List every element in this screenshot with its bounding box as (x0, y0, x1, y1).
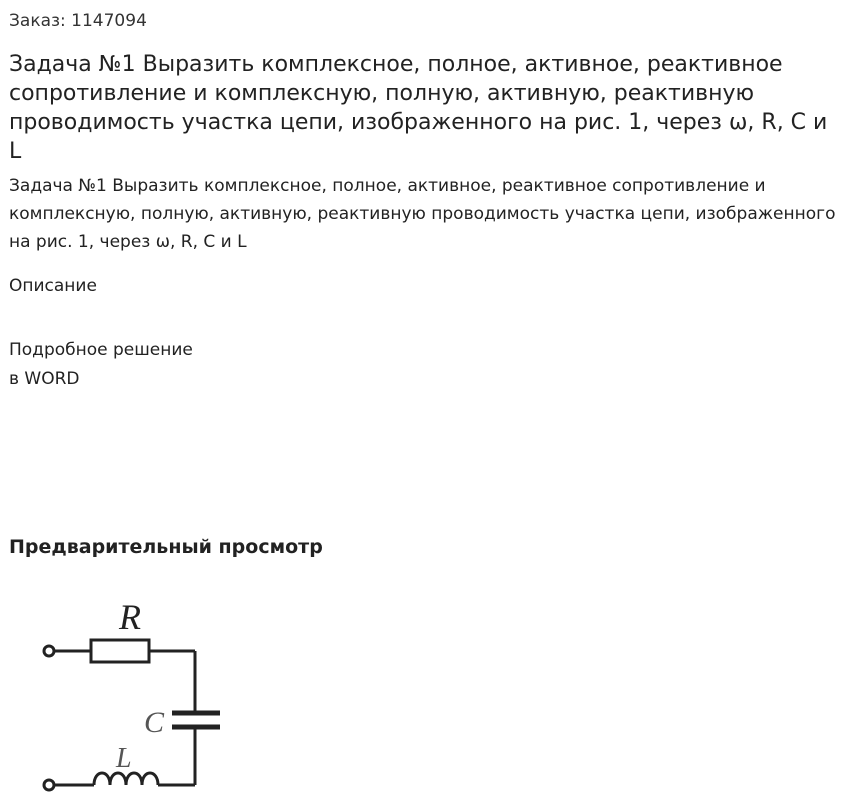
resistor-label: R (119, 597, 141, 637)
solution-line-2: в WORD (9, 369, 80, 389)
top-terminal (44, 646, 54, 656)
bottom-terminal (44, 780, 54, 790)
capacitor-label: C (144, 706, 165, 739)
task-description: Задача №1 Выразить комплексное, полное, активное, реактивное сопротивление и комплексную, полную, активную, реактивную проводимость участка цепи, изображенного на рис. 1, через ω, R, C и L (9, 176, 836, 252)
inductor-label: L (116, 743, 132, 774)
solution-info (9, 336, 193, 394)
resistor (91, 640, 149, 662)
solution-line-1: Подробное решение (9, 340, 193, 360)
description-label: Описание (9, 276, 97, 296)
page-title: Задача №1 Выразить комплексное, полное, активное, реактивное сопротивление и комплексную, полную, активную, реактивную проводимость участка цепи, изображенного на рис. 1, через ω, R, C и L (9, 52, 828, 164)
preview-heading: Предварительный просмотр (9, 536, 323, 558)
order-number: Заказ: 1147094 (9, 11, 147, 31)
circuit-diagram (36, 585, 236, 808)
inductor (94, 773, 158, 785)
